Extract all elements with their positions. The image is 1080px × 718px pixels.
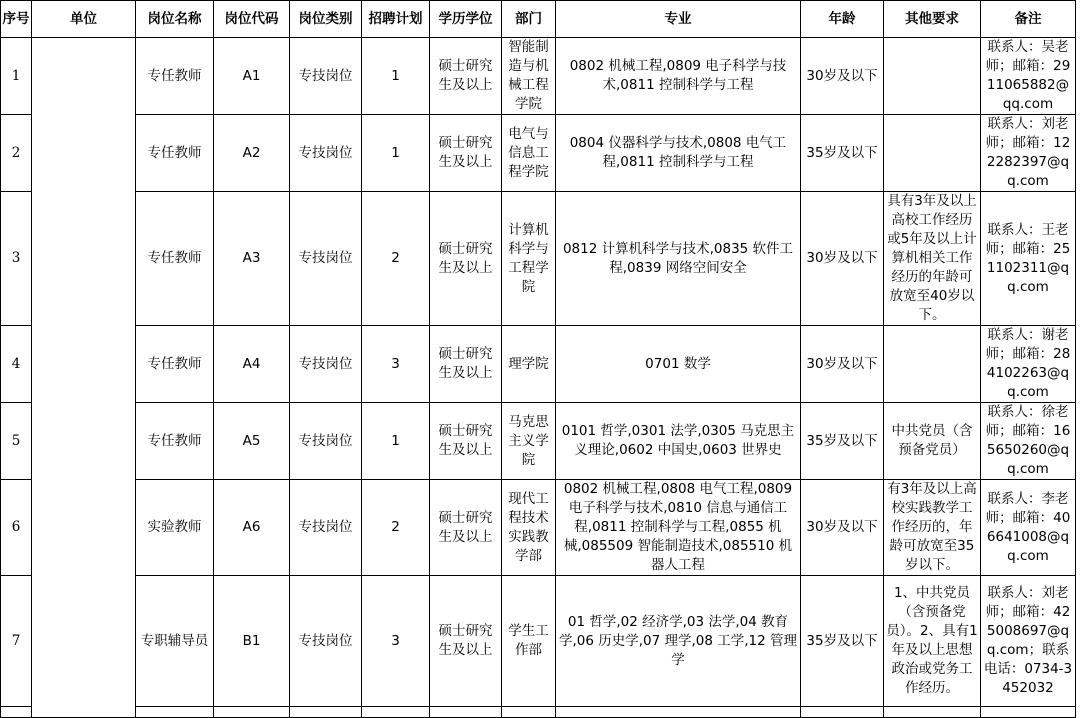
row-major: 0101 哲学,0301 法学,0305 马克思主义理论,0602 中国史,0603 世界史 xyxy=(556,403,801,480)
partial-cell xyxy=(556,707,801,718)
row-plan: 3 xyxy=(362,576,430,707)
row-age: 30岁及以下 xyxy=(801,38,884,115)
header-other: 其他要求 xyxy=(884,1,981,38)
row-position-code: B1 xyxy=(214,576,290,707)
row-age: 30岁及以下 xyxy=(801,192,884,326)
row-seq: 6 xyxy=(1,480,32,576)
row-note xyxy=(981,192,1076,326)
header-position-name: 岗位名称 xyxy=(136,1,214,38)
row-position-name: 专职辅导员 xyxy=(136,576,214,707)
row-education: 硕士研究生及以上 xyxy=(430,576,502,707)
row-major: 0812 计算机科学与技术,0835 软件工程,0839 网络空间安全 xyxy=(556,192,801,326)
header-major: 专业 xyxy=(556,1,801,38)
partial-cell xyxy=(502,707,556,718)
row-position-type: 专技岗位 xyxy=(290,326,362,403)
row-position-code: A2 xyxy=(214,115,290,192)
row-position-code: A1 xyxy=(214,38,290,115)
header-seq: 序号 xyxy=(1,1,32,38)
row-major: 01 哲学,02 经济学,03 法学,04 教育学,06 历史学,07 理学,08 工学,12 管理学 xyxy=(556,576,801,707)
row-department: 马克思主义学院 xyxy=(502,403,556,480)
partial-cell xyxy=(884,707,981,718)
partial-cell xyxy=(801,707,884,718)
row-seq: 2 xyxy=(1,115,32,192)
row-position-name: 专任教师 xyxy=(136,115,214,192)
row-position-name: 实验教师 xyxy=(136,480,214,576)
row-department: 电气与信息工程学院 xyxy=(502,115,556,192)
table-row-partial xyxy=(1,707,1076,718)
table-row xyxy=(1,403,1076,480)
row-note xyxy=(981,115,1076,192)
table-row xyxy=(1,38,1076,115)
unit-cell xyxy=(32,38,136,718)
row-note-text: 联系人：王老师；邮箱：251102311@qq.com xyxy=(985,221,1071,295)
partial-cell xyxy=(136,707,214,718)
row-other xyxy=(884,38,981,115)
row-position-code: A3 xyxy=(214,192,290,326)
row-position-type: 专技岗位 xyxy=(290,576,362,707)
row-plan: 1 xyxy=(362,403,430,480)
row-position-code: A6 xyxy=(214,480,290,576)
partial-cell xyxy=(290,707,362,718)
row-note xyxy=(981,38,1076,115)
table-row xyxy=(1,480,1076,576)
row-position-name: 专任教师 xyxy=(136,38,214,115)
row-seq: 1 xyxy=(1,38,32,115)
header-row xyxy=(1,1,1076,38)
row-education: 硕士研究生及以上 xyxy=(430,480,502,576)
row-position-type: 专技岗位 xyxy=(290,480,362,576)
row-department: 现代工程技术实践教学部 xyxy=(502,480,556,576)
table-row xyxy=(1,326,1076,403)
header-unit: 单位 xyxy=(32,1,136,38)
table-row xyxy=(1,192,1076,326)
header-position-type: 岗位类别 xyxy=(290,1,362,38)
row-other xyxy=(884,115,981,192)
row-major: 0701 数学 xyxy=(556,326,801,403)
row-major: 0804 仪器科学与技术,0808 电气工程,0811 控制科学与工程 xyxy=(556,115,801,192)
row-age: 30岁及以下 xyxy=(801,326,884,403)
row-position-code: A4 xyxy=(214,326,290,403)
row-seq: 4 xyxy=(1,326,32,403)
row-position-type: 专技岗位 xyxy=(290,38,362,115)
row-plan: 2 xyxy=(362,192,430,326)
row-position-code: A5 xyxy=(214,403,290,480)
row-note xyxy=(981,403,1076,480)
row-position-type: 专技岗位 xyxy=(290,403,362,480)
row-department: 智能制造与机械工程学院 xyxy=(502,38,556,115)
row-other: 有3年及以上高校实践教学工作经历的，年龄可放宽至35岁以下。 xyxy=(884,480,981,576)
row-plan: 1 xyxy=(362,115,430,192)
row-department: 学生工作部 xyxy=(502,576,556,707)
row-age: 30岁及以下 xyxy=(801,480,884,576)
header-age: 年龄 xyxy=(801,1,884,38)
row-education: 硕士研究生及以上 xyxy=(430,38,502,115)
row-plan: 1 xyxy=(362,38,430,115)
row-department: 计算机科学与工程学院 xyxy=(502,192,556,326)
row-other: 中共党员（含预备党员） xyxy=(884,403,981,480)
header-department: 部门 xyxy=(502,1,556,38)
header-plan: 招聘计划 xyxy=(362,1,430,38)
row-age: 35岁及以下 xyxy=(801,115,884,192)
row-note xyxy=(981,576,1076,707)
row-major: 0802 机械工程,0808 电气工程,0809 电子科学与技术,0810 信息与通信工程,0811 控制科学与工程,0855 机械,085509 智能制造技术,085510 机器人工程 xyxy=(556,480,801,576)
row-note-text: 联系人：谢老师；邮箱：284102263@qq.com xyxy=(985,327,1071,400)
row-note-text: 联系人：刘老师；邮箱：122282397@qq.com xyxy=(985,116,1071,189)
row-other: 1、中共党员（含预备党员）。2、具有1年及以上思想政治或党务工作经历。 xyxy=(884,576,981,707)
row-note-text: 联系人：徐老师；邮箱：165650260@qq.com xyxy=(985,404,1071,477)
partial-cell xyxy=(430,707,502,718)
row-position-type: 专技岗位 xyxy=(290,115,362,192)
row-position-name: 专任教师 xyxy=(136,326,214,403)
row-education: 硕士研究生及以上 xyxy=(430,115,502,192)
header-note: 备注 xyxy=(981,1,1076,38)
row-position-type: 专技岗位 xyxy=(290,192,362,326)
partial-cell xyxy=(214,707,290,718)
row-other: 具有3年及以上高校工作经历或5年及以上计算机相关工作经历的年龄可放宽至40岁以下。 xyxy=(884,192,981,326)
header-education: 学历学位 xyxy=(430,1,502,38)
header-position-code: 岗位代码 xyxy=(214,1,290,38)
partial-cell xyxy=(981,707,1076,718)
row-note xyxy=(981,480,1076,576)
row-other xyxy=(884,326,981,403)
row-education: 硕士研究生及以上 xyxy=(430,192,502,326)
row-position-name: 专任教师 xyxy=(136,192,214,326)
row-department: 理学院 xyxy=(502,326,556,403)
row-seq: 7 xyxy=(1,576,32,707)
row-note-text: 联系人：吴老师；邮箱：2911065882@qq.com xyxy=(985,39,1071,112)
partial-cell xyxy=(362,707,430,718)
row-position-name: 专任教师 xyxy=(136,403,214,480)
row-seq: 5 xyxy=(1,403,32,480)
row-note xyxy=(981,326,1076,403)
row-note-text: 联系人：李老师；邮箱：406641008@qq.com xyxy=(985,490,1071,564)
row-age: 35岁及以下 xyxy=(801,576,884,707)
table-row xyxy=(1,115,1076,192)
row-education: 硕士研究生及以上 xyxy=(430,403,502,480)
row-age: 35岁及以下 xyxy=(801,403,884,480)
table-row xyxy=(1,576,1076,707)
row-major: 0802 机械工程,0809 电子科学与技术,0811 控制科学与工程 xyxy=(556,38,801,115)
row-education: 硕士研究生及以上 xyxy=(430,326,502,403)
row-seq: 3 xyxy=(1,192,32,326)
partial-cell xyxy=(1,707,32,718)
row-plan: 2 xyxy=(362,480,430,576)
row-plan: 3 xyxy=(362,326,430,403)
row-note-text: 联系人：刘老师；邮箱：425008697@qq.com；联系电话：0734-3452032 xyxy=(983,585,1073,696)
